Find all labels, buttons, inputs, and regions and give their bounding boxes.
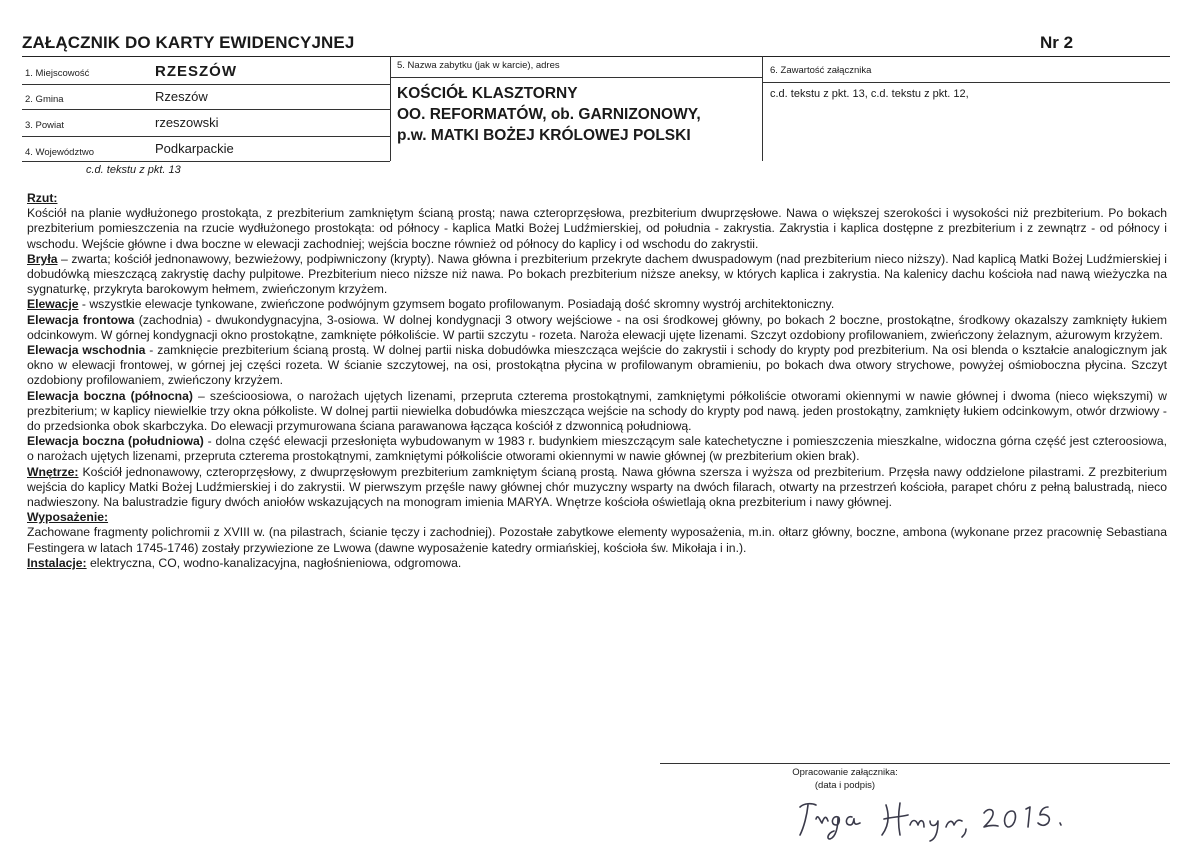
monument-name-line: OO. REFORMATÓW, ob. GARNIZONOWY, xyxy=(397,106,701,123)
section-instalacje xyxy=(27,556,1167,571)
section-elewacja-poludniowa xyxy=(27,434,1167,464)
document-title: ZAŁĄCZNIK DO KARTY EWIDENCYJNEJ xyxy=(22,33,355,52)
name-section-rule xyxy=(390,77,762,78)
row-divider xyxy=(22,109,390,110)
section-heading-rzut xyxy=(27,191,1167,206)
field-value-wojewodztwo: Podkarpackie xyxy=(155,141,234,156)
column-divider xyxy=(762,56,763,161)
handwritten-signature xyxy=(790,795,1070,848)
text-instalacje: elektryczna, CO, wodno-kanalizacyjna, nagłośnieniowa, odgromowa. xyxy=(86,555,462,570)
text-elewacja-polnocna: – sześcioosiowa, o narożach ujętych lizenami, przepruta czterema prostokątnymi, zamkniętymi półkoliście otworami okiennymi w nawie głównej i dwoma (nieco większymi) w prezbiterium; w kaplicy niewielkie trzy okna półkoliste. W dolnej partii niewielka dobudówka mieszcząca wejście na schody do krypty pod nawą. jeden prostokątny, zamknięty łukiem odcinkowym, otwór drzwiowy - do przedsionka obok skarbczyka. Do elewacji przymurowana ściana parawanowa łącząca kościół z dzwonnicą południową. xyxy=(27,388,1167,434)
content-section-rule xyxy=(762,82,1170,83)
column-divider xyxy=(390,56,391,161)
field-label-powiat: 3. Powiat xyxy=(25,120,65,131)
field-value-gmina: Rzeszów xyxy=(155,89,208,104)
text-elewacja-poludniowa: - dolna część elewacji przesłonięta wybudowanym w 1983 r. budynkiem mieszczącym sale katechetyczne i pomieszczenia mieszkalne, widoczna górna część jest czteroosiowa, o narożach ujętych lizenami, przepruta czterema prostokątnymi, zamkniętymi półkoliście otworami okiennymi w nawie głównej (w prezbiterium okien brak). xyxy=(27,434,1167,464)
description-body xyxy=(27,191,1167,571)
text-elewacja-frontowa: (zachodnia) - dwukondygnacyjna, 3-osiowa. W dolnej kondygnacji 3 otwory wejściowe - na osi środkowej główny, po bokach 2 boczne, prostokątne, środkowy okazalszy zamknięty łukiem odcinkowym. W górnej kondygnacji okno prostokątne, zamknięte półkoliście. W partii szczytu - rozeta. Naroża elewacji ujęte lizenami. Szczyt ozdobiony profilowaniem, zwieńczony żelaznym, ażurowym krzyżem. xyxy=(27,312,1167,342)
field-value-powiat: rzeszowski xyxy=(155,115,219,130)
text-wnetrze: Kościół jednonawowy, czteroprzęsłowy, z dwuprzęsłowym prezbiterium zamkniętym ścianą prostą. Nawa główna szersza i wyższa od prezbiterium. Przęsła nawy oddzielone pilastrami. Z prezbiterium wejścia do kaplicy Matki Bożej Ludźmierskiej i do zakrystii. W pierwszym przęśle nawy głównej chór muzyczny wsparty na dwóch filarach, otwarty na przestrzeń kościoła, parapet chóru z pełną balustradą, nieco nadwieszony. Na balustradzie figury dwóch aniołów wskazujących na monogram imienia MARYA. Wnętrze kościoła oświetlają okna prezbiterium i nawy głównej. xyxy=(27,464,1167,510)
field-value-miejscowosc: RZESZÓW xyxy=(155,63,237,80)
attachment-number: Nr 2 xyxy=(1040,33,1074,52)
section-elewacja-frontowa xyxy=(27,313,1167,343)
section-heading-wyposazenie xyxy=(27,510,1167,525)
monument-name-line: KOŚCIÓŁ KLASZTORNY xyxy=(397,85,578,102)
row-divider xyxy=(22,136,390,137)
heading-elewacje: Elewacje xyxy=(27,297,79,312)
field-label-gmina: 2. Gmina xyxy=(25,94,64,105)
signature-graphic xyxy=(790,795,1070,843)
author-label-line: (data i podpis) xyxy=(814,780,876,791)
author-label xyxy=(745,766,945,792)
heading-wyposazenie: Wyposażenie: xyxy=(27,510,109,525)
row-divider xyxy=(22,84,390,85)
header-rule xyxy=(22,56,1170,57)
text-elewacja-wschodnia: - zamknięcie prezbiterium ścianą prostą. W dolnej partii niska dobudówka mieszcząca wejście do zakrystii i schody do krypty pod prezbiterium. Na osi blenda o kształcie analogicznym jak okno w elewacji frontowej, w górnej jej części rozeta. W ścianie szczytowej, na osi, prostokątna płycina w profilowanym obramieniu, po bokach dwa otwory strychowe, powyżej ośmioboczna płycina. Szczyt ozdobiony profilowaniem, zwieńczony krzyżem. xyxy=(27,343,1168,388)
section-elewacja-wschodnia xyxy=(27,343,1167,389)
heading-elewacja-polnocna: Elewacja boczna (północna) xyxy=(27,388,193,403)
heading-instalacje: Instalacje: xyxy=(27,555,87,570)
text-rzut: Kościół na planie wydłużonego prostokąta, z prezbiterium zamkniętym ścianą prostą; nawa czteroprzęsłowa, prezbiterium dwuprzęsłowe. Nawa o większej szerokości i wysokości niż prezbiterium. Po bokach prezbiterium pomieszczenia na rzucie wydłużonego prostokąta: od północy - kaplica Matki Bożej Ludźmierskiej, od południa - zakrystia. Zakrystia i kaplica dostępne z prezbiterium i z zewnątrz - od północy i wschodu. Wejście główne i dwa boczne w elewacji zachodniej; wejścia boczne również od północy do kaplicy i od wschodu do zakrystii. xyxy=(27,206,1167,251)
section-bryla xyxy=(27,252,1167,298)
monument-name xyxy=(397,83,757,146)
footer-rule xyxy=(660,763,1170,764)
section-wyposazenie xyxy=(27,525,1167,555)
heading-bryla: Bryła xyxy=(27,251,58,266)
content-section-text: c.d. tekstu z pkt. 13, c.d. tekstu z pkt. 12, xyxy=(770,88,969,100)
author-label-line: Opracowanie załącznika: xyxy=(792,767,898,778)
heading-elewacja-wschodnia: Elewacja wschodnia xyxy=(27,343,146,358)
section-elewacje xyxy=(27,297,1167,312)
text-bryla: – zwarta; kościół jednonawowy, bezwieżowy, podpiwniczony (krypty). Nawa główna i prezbiterium przekryte dachem dwuspadowym (nad prezbiterium nieco niższy). Nad kaplicą Matki Bożej Ludźmierskiej i dobudówką mieszczącą zakrystię dachy pulpitowe. Prezbiterium nieco niższe niż nawa. Po bokach prezbiterium niższe aneksy, w których kaplica i zakrystia. Na kalenicy dachu kościoła nad nawą wieżyczka na sygnaturkę, przykryta barokowym hełmem, zwieńczonym krzyżem. xyxy=(27,251,1167,297)
text-wyposazenie: Zachowane fragmenty polichromii z XVIII w. (na pilastrach, ścianie tęczy i zachodniej). Pozostałe zabytkowe elementy wyposażenia, m.in. ołtarz główny, boczne, ambona (wykonane przez pracownię Sebastiana Festingera w latach 1745-1746) zostały przywiezione ze Lwowa (dawne wyposażenie katedry ormiańskiej, kościoła św. Mikołaja i in.). xyxy=(27,525,1167,555)
continuation-note: c.d. tekstu z pkt. 13 xyxy=(86,164,181,176)
field-label-miejscowosc: 1. Miejscowość xyxy=(25,68,90,79)
heading-wnetrze: Wnętrze: xyxy=(27,464,79,479)
text-elewacje: - wszystkie elewacje tynkowane, zwieńczone podwójnym gzymsem bogato profilowanym. Posiadają dość skromny wystrój architektoniczny. xyxy=(78,297,835,312)
heading-elewacja-frontowa: Elewacja frontowa xyxy=(27,312,135,327)
heading-rzut: Rzut: xyxy=(27,191,58,205)
monument-name-line: p.w. MATKI BOŻEJ KRÓLOWEJ POLSKI xyxy=(397,127,691,144)
section-elewacja-polnocna xyxy=(27,389,1167,435)
name-section-label: 5. Nazwa zabytku (jak w karcie), adres xyxy=(397,60,560,71)
section-rzut xyxy=(27,206,1167,252)
row-divider xyxy=(22,161,390,162)
content-section-label: 6. Zawartość załącznika xyxy=(770,65,872,76)
field-label-wojewodztwo: 4. Województwo xyxy=(25,147,94,158)
heading-elewacja-poludniowa: Elewacja boczna (południowa) xyxy=(27,434,204,449)
section-wnetrze xyxy=(27,465,1167,511)
